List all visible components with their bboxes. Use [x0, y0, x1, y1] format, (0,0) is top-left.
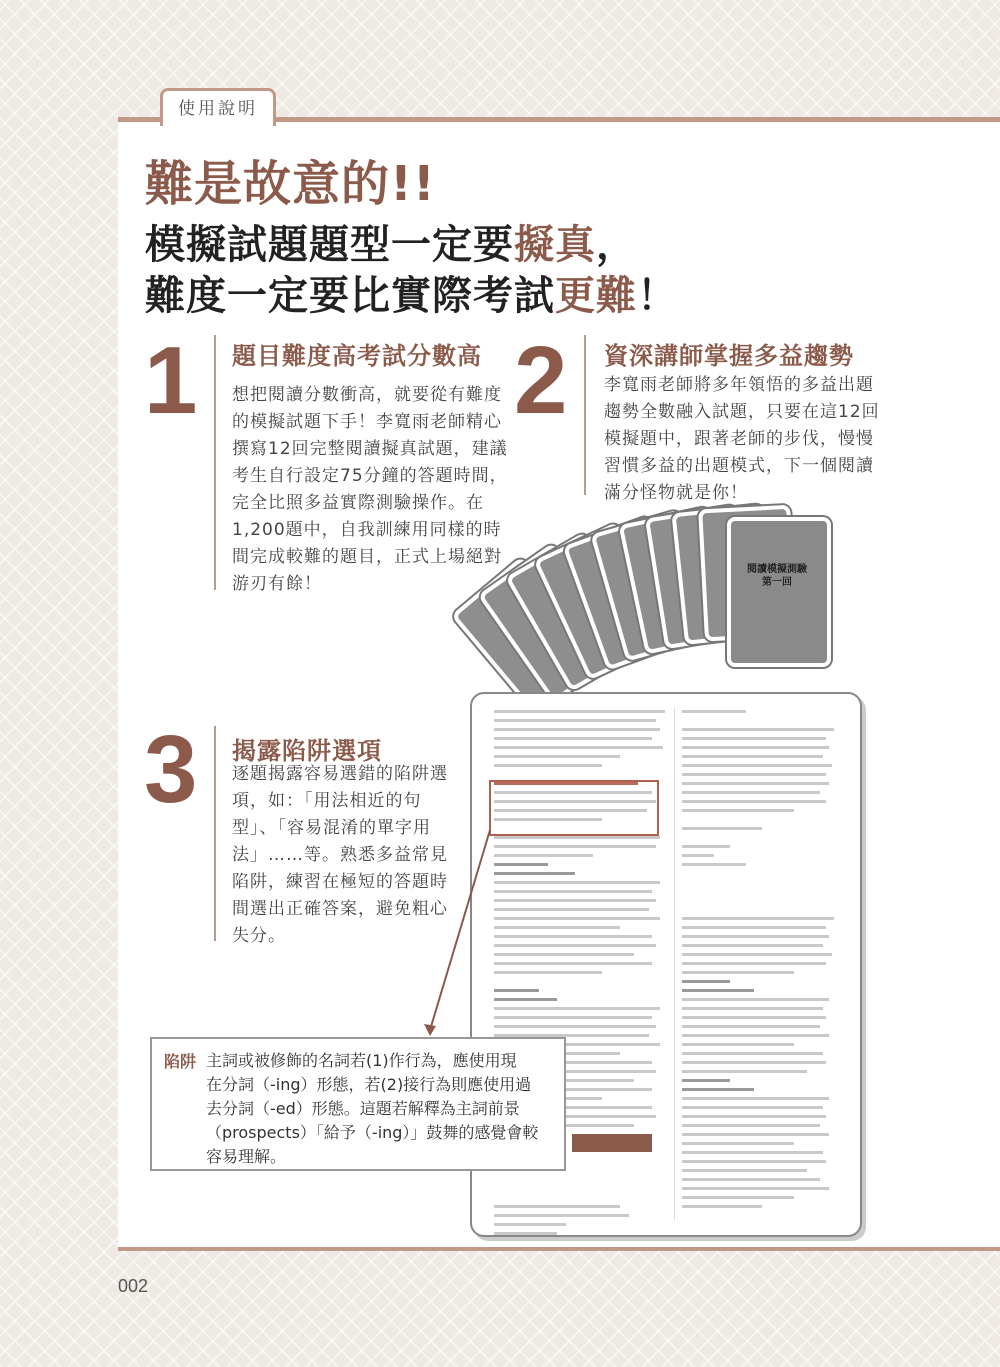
section-2-title: 資深講師掌握多益趨勢: [604, 342, 854, 370]
section-3-body: 逐題揭露容易選錯的陷阱選 項，如：「用法相近的句 型」、「容易混淆的單字用 法」……等。熟悉多益常見 陷阱，練習在極短的答題時 間選出正確答案，避免粗心 失分。: [232, 764, 448, 946]
section-1-number: 1: [144, 327, 198, 434]
booklet-card-title: 閱讀模擬測驗 第一回: [747, 564, 807, 588]
section-2-number: 2: [514, 327, 568, 434]
section-3-title: 揭露陷阱選項: [232, 737, 382, 765]
trap-explanation-callout: [150, 1037, 566, 1171]
section-tab: 使用說明: [160, 88, 276, 126]
section-1-body: 想把閱讀分數衝高，就要從有難度 的模擬試題下手！李寬雨老師精心 撰寫12回完整閱讀擬真試題，建議 考生自行設定75分鐘的答題時間， 完全比照多益實際測驗操作。在 1,200題中，自我訓練用同樣的時 間完成較難的題目，正式上場絕對 游刃有餘！: [232, 385, 508, 594]
section-1-title: 題目難度高考試分數高: [232, 342, 482, 370]
headline-line-2: 模擬試題題型一定要擬真，: [145, 222, 637, 268]
section-3-number: 3: [144, 716, 198, 823]
trap-label: 陷阱: [164, 1052, 197, 1071]
section-2-body: 李寬雨老師將多年領悟的多益出題 趨勢全數融入試題，只要在這12回 模擬題中，跟著老師的步伐，慢慢 習慣多益的出題模式，下一個閱讀 滿分怪物就是你！: [604, 375, 880, 503]
headline-line-3: 難度一定要比實際考試更難！: [145, 273, 678, 319]
page-number: 002: [118, 1276, 149, 1296]
headline-main: 難是故意的!!: [145, 156, 436, 212]
trap-explanation-text: 主詞或被修飾的名詞若(1)作行為，應使用現 在分詞（-ing）形態，若(2)接行為則應使用過 去分詞（-ed）形態。這題若解釋為主詞前景 （prospects）「給予（-ing）」鼓舞的感覺會較 容易理解。: [206, 1051, 539, 1166]
